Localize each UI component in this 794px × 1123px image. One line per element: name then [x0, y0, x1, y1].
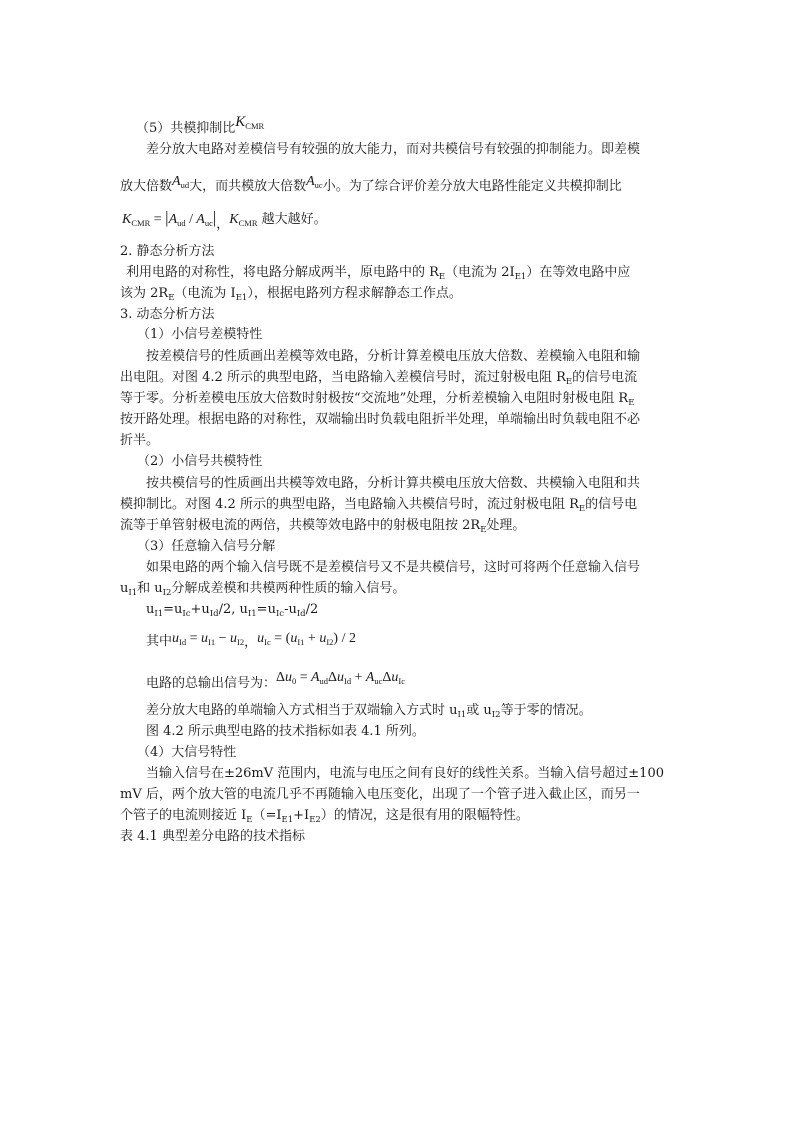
- where-line: 其中$u_{Id} = u_{I1} - u_{I2}$，$u_{Ic} = (u_{I1} + u_{I2}) / 2$: [146, 631, 356, 650]
- para5-line-1: 差分放大电路对差模信号有较强的放大能力，而对共模信号有较强的抑制能力。即差模: [146, 142, 641, 157]
- diff-line-1: 按差模信号的性质画出差模等效电路，分析计算差模电压放大倍数、差模输入电阻和输: [146, 349, 641, 364]
- section-5-title: [136, 112, 264, 139]
- ud-formula: $u_{Id} = u_{I1} - u_{I2}$: [172, 631, 245, 647]
- subsection-4-title: （4）大信号特性: [137, 745, 237, 760]
- static-line-1: 利用电路的对称性，将电路分解成两半，原电路中的 $R_E$（电流为 $2I_{E1}$）在等效电路中应: [126, 265, 631, 282]
- cm-line-3: 流等于单管射极电流的两倍，共模等效电路中的射极电阻按 $2R_E$处理。: [120, 518, 526, 535]
- para5-line-2: 放大倍数$A_{ud}$大，而共模放大倍数$A_{uc}$小。为了综合评价差分放大电路性能定义共模抑制比: [120, 174, 622, 194]
- diff-line-5: 折半。: [120, 433, 160, 448]
- diff-line-3: 等于零。分析差模电压放大倍数时射极按“交流地”处理，分析差模输入电阻时射极电阻 $R_E$: [120, 391, 635, 408]
- arb-line-1: 如果电路的两个输入信号既不是差模信号又不是共模信号，这时可将两个任意输入信号: [146, 560, 641, 575]
- aud-symbol: $A_{ud}$: [172, 174, 190, 190]
- large-signal-line-3: 个管子的电流则接近 $I_E(=I_{E1}+I_{E2})$的情况，这是很有用的限幅特性。: [120, 808, 529, 825]
- section-3-title: 3. 动态分析方法: [120, 307, 215, 322]
- auc-symbol: $A_{uc}$: [306, 174, 323, 190]
- subsection-3-title: （3）任意输入信号分解: [137, 539, 276, 554]
- section-5-title-text: （5）共模抑制比: [136, 121, 236, 136]
- uc-formula: $u_{Ic} = (u_{I1} + u_{I2}) / 2$: [257, 631, 356, 647]
- arb-line-3: $u_{I1}=u_{Ic}+u_{Id}/2$, $u_{I1}=u_{Ic}-u_{Id}/2$: [146, 602, 319, 619]
- subsection-1-title: （1）小信号差模特性: [137, 327, 263, 342]
- single-end-line: 差分放大电路的单端输入方式相当于双端输入方式时 $u_{I1}$或 $u_{I2}$等于零的情况。: [146, 703, 592, 720]
- cm-line-1: 按共模信号的性质画出共模等效电路，分析计算共模电压放大倍数、共模输入电阻和共: [146, 476, 641, 491]
- diff-line-2: 出电阻。对图 4.2 所示的典型电路，当电路输入差模信号时，流过射极电阻 $R_E$的信号电流: [120, 370, 638, 387]
- kcmr-symbol: $K_{CMR}$: [235, 114, 265, 131]
- table-caption: 表 4.1 典型差分电路的技术指标: [120, 829, 305, 844]
- total-output-line: 电路的总输出信号为：$\Delta u_0 = A_{ud}\Delta u_{Id} + A_{uc}\Delta u_{Ic}$: [146, 670, 405, 691]
- figure-reference-line: 图 4.2 所示典型电路的技术指标如表 4.1 所列。: [146, 724, 425, 739]
- arb-line-2: $u_{I1}$和 $u_{I2}$分解成差模和共模两种性质的输入信号。: [120, 581, 406, 598]
- diff-line-4: 按开路处理。根据电路的对称性，双端输出时负载电阻折半处理，单端输出时负载电阻不必: [120, 412, 641, 427]
- large-signal-line-2: mV 后，两个放大管的电流几乎不再随输入电压变化，出现了一个管子进入截止区，而另一: [120, 787, 640, 802]
- kcmr-formula: $K_{CMR} = |A_{ud} / A_{uc}|$，$K_{CMR}$ 越大越好。: [122, 208, 327, 232]
- total-output-formula: $\Delta u_0 = A_{ud}\Delta u_{Id} + A_{uc}\Delta u_{Ic}$: [276, 670, 405, 686]
- subsection-2-title: （2）小信号共模特性: [137, 454, 263, 469]
- large-signal-line-1: 当输入信号在±26mV 范围内，电流与电压之间有良好的线性关系。当输入信号超过±100: [146, 766, 664, 781]
- static-line-2: 该为 $2R_E$（电流为 $I_{E1}$），根据电路列方程求解静态工作点。: [120, 286, 462, 303]
- section-2-title: 2. 静态分析方法: [120, 244, 215, 259]
- cm-line-2: 模抑制比。对图 4.2 所示的典型电路，当电路输入共模信号时，流过射极电阻 $R_E$的信号电: [120, 497, 638, 514]
